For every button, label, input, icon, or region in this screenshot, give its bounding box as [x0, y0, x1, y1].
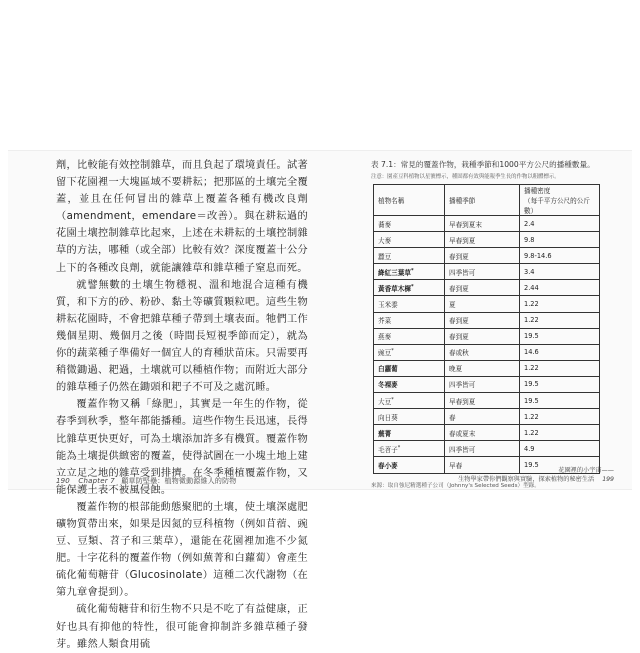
- cell-plant-name: [374, 441, 445, 457]
- cell-plant-name: [374, 457, 445, 473]
- legume-mark: *: [397, 444, 401, 451]
- cell-season: 夏: [445, 296, 520, 312]
- cell-density: 19.5: [520, 393, 600, 409]
- cell-plant-name: [374, 216, 445, 232]
- cell-density: 2.4: [520, 216, 600, 232]
- table-row: [374, 344, 600, 360]
- cell-plant-name: [374, 409, 445, 425]
- plant-name: 向日葵: [378, 413, 398, 422]
- cell-season: 春到夏: [445, 280, 520, 296]
- cell-season: 四季皆可: [445, 376, 520, 392]
- cell-density: 1.22: [520, 425, 600, 441]
- cell-season: 早春: [445, 457, 520, 473]
- table-row: [374, 441, 600, 457]
- table-header-row: [374, 185, 600, 216]
- paragraph: 硫化葡萄糖苷和衍生物不只是不吃了有益健康，正好也具有抑他的特性，很可能會抑制許多雜草種子發芽。雖然人類食用硫: [56, 604, 308, 650]
- plant-name: 毛苕子: [378, 445, 398, 454]
- legume-mark: *: [391, 396, 394, 403]
- paragraph: 就譬無數的土壤生物穩視、溫和地混合這種有機質，和下方的砂、粉砂、黏土等礦質顆粒吧。這些生物耕耘花園時，不會把雜草種子帶到土壤表面。牠們工作幾個星期、幾個月之後（時間長短視季節而定），就為你的蔬菜種子準備好一個宜人的育種狀苗床。只需要再稍微鋤過、耙過，土壤就可以種植作物；而附近大部分的雜草種子仍然在鋤頭和耙子不可及之處沉睡。: [56, 279, 308, 394]
- plant-name: 大麥: [378, 236, 392, 245]
- cell-season: 春到夏: [445, 248, 520, 264]
- cell-plant-name: [374, 425, 445, 441]
- table-row: [374, 376, 600, 392]
- plant-name: 春小麥: [378, 461, 398, 470]
- cell-plant-name: [374, 328, 445, 344]
- header-density: 播種密度 （每千平方公尺的公斤數）: [520, 185, 600, 216]
- book-subtitle: 生物學家帶你們觀察與實驗，探索植物的秘密生活: [458, 476, 595, 483]
- header-season: 播種季節: [445, 185, 520, 216]
- cell-plant-name: [374, 344, 445, 360]
- cell-density: 19.5: [520, 376, 600, 392]
- cell-density: 2.44: [520, 280, 600, 296]
- table-row: [374, 264, 600, 280]
- cover-crop-table: [373, 184, 600, 474]
- paragraph: 覆蓋作物的根部能動態聚肥的土壤，使土壤深處肥礦物質帶出來，如果是因氮的豆科植物（例如苜蓿、豌豆、豆類、苕子和三葉草），還能在花園裡加進不少氮肥。十字花科的覆蓋作物（例如蕪菁和白蘿蔔）會產生硫化葡萄糖苷（Glucosinolate）這種二次代謝物（在第九章會提到）。: [56, 501, 308, 599]
- cell-season: 晚夏: [445, 360, 520, 376]
- cell-plant-name: [374, 280, 445, 296]
- plant-name: 大豆: [378, 397, 392, 406]
- cell-plant-name: [374, 376, 445, 392]
- book-title: 花園裡的小宇宙——: [558, 467, 614, 474]
- plant-name: 冬裸麥: [378, 381, 398, 390]
- plant-name: 玉米黍: [378, 301, 398, 310]
- left-page-body: [56, 157, 308, 653]
- cell-plant-name: [374, 360, 445, 376]
- plant-name: 燕麥: [378, 333, 392, 342]
- table-row: [374, 312, 600, 328]
- cell-density: 1.22: [520, 312, 600, 328]
- cell-season: 四季皆可: [445, 264, 520, 280]
- page-number: 199: [602, 476, 614, 483]
- cell-density: 9.8-14.6: [520, 248, 600, 264]
- paragraph: 覆蓋作物又稱「綠肥」，其實是一年生的作物，從春季到秋季，整年都能播種。這些作物生長迅速，長得比雜草更快更好，可為土壤添加許多有機質。覆蓋作物能為土壤提供緻密的覆蓋，使得試圖在一小塊土地上建立立足之地的雜草受到排擠。在冬季種植覆蓋作物，又能保護土表不被風侵蝕。: [56, 399, 308, 496]
- plant-name: 白蘿蔔: [378, 365, 398, 374]
- cell-plant-name: [374, 248, 445, 264]
- table-row: [374, 280, 600, 296]
- legume-mark: *: [410, 267, 414, 274]
- cell-season: 早春到夏: [445, 232, 520, 248]
- paragraph: 劑，比較能有效控制雜草，而且負起了環境責任。試著留下花園裡一大塊區域不要耕耘；把那區的土壤完全覆蓋，並且在任何冒出的雜草上覆蓋各種有機改良劑（amendment，emendare＝改善）。與在耕耘過的花園土壤控制雜草比起來，上述在未耕耘的土壤控制雜草的方法，哪種（或全部）比較有效？深度覆蓋十公分上下的各種改良劑，就能讓雜草和雜草種子窒息而死。: [56, 160, 308, 274]
- cell-season: 春到夏: [445, 328, 520, 344]
- table-row: [374, 248, 600, 264]
- cell-season: 春或夏末: [445, 425, 520, 441]
- plant-name: 蠶豆: [378, 252, 392, 261]
- legume-mark: *: [410, 283, 414, 290]
- cell-plant-name: [374, 312, 445, 328]
- cell-density: 1.22: [520, 296, 600, 312]
- chapter-label: Chapter 7: [78, 477, 115, 485]
- cell-density: 19.5: [520, 457, 600, 473]
- cell-density: 9.8: [520, 232, 600, 248]
- table-row: [374, 393, 600, 409]
- table-row: [374, 296, 600, 312]
- table-title: 表 7.1：常見的覆蓋作物，栽種季節和1000平方公尺的播種數量。: [371, 160, 595, 169]
- plant-name: 黃香草木樨: [378, 284, 411, 293]
- cell-season: 早春到夏: [445, 393, 520, 409]
- table-row: [374, 409, 600, 425]
- table-note: 注意：園產豆科植物以星號標示，種固都有效與能報季生長的作物以粗體標示。: [371, 174, 560, 180]
- plant-name: 蕪菁: [378, 429, 392, 438]
- plant-name: 絳紅三葉草: [378, 268, 411, 277]
- cell-season: 春到夏: [445, 312, 520, 328]
- table-row: [374, 232, 600, 248]
- plant-name: 蕎麥: [378, 220, 392, 229]
- cell-plant-name: [374, 264, 445, 280]
- right-page-body: [371, 160, 611, 489]
- right-page-footer: [458, 466, 614, 484]
- chapter-title: 顧草防堅壘：植物微動源維人的防物: [121, 477, 237, 485]
- cell-density: 4.9: [520, 441, 600, 457]
- cell-season: 春: [445, 409, 520, 425]
- cell-season: 春或秋: [445, 344, 520, 360]
- cell-season: 早春到夏末: [445, 216, 520, 232]
- table-source: 來源：取自強尼精選種子公司（Johnny's Selected Seeds）型錄。: [371, 482, 540, 489]
- table-row: [374, 216, 600, 232]
- cell-density: 3.4: [520, 264, 600, 280]
- table-row: [374, 360, 600, 376]
- cell-density: 19.5: [520, 328, 600, 344]
- cell-density: 1.22: [520, 409, 600, 425]
- cell-season: 四季皆可: [445, 441, 520, 457]
- cell-plant-name: [374, 296, 445, 312]
- page-number: 190: [56, 477, 70, 485]
- left-page-footer: [56, 476, 237, 486]
- cell-density: 14.6: [520, 344, 600, 360]
- cell-density: 1.22: [520, 360, 600, 376]
- plant-name: 芥菜: [378, 317, 392, 326]
- cell-plant-name: [374, 393, 445, 409]
- plant-name: 豌豆: [378, 349, 392, 358]
- table-row: [374, 328, 600, 344]
- cell-plant-name: [374, 232, 445, 248]
- table-row: [374, 425, 600, 441]
- legume-mark: *: [391, 348, 394, 355]
- header-plant-name: 植物名稱: [374, 185, 445, 216]
